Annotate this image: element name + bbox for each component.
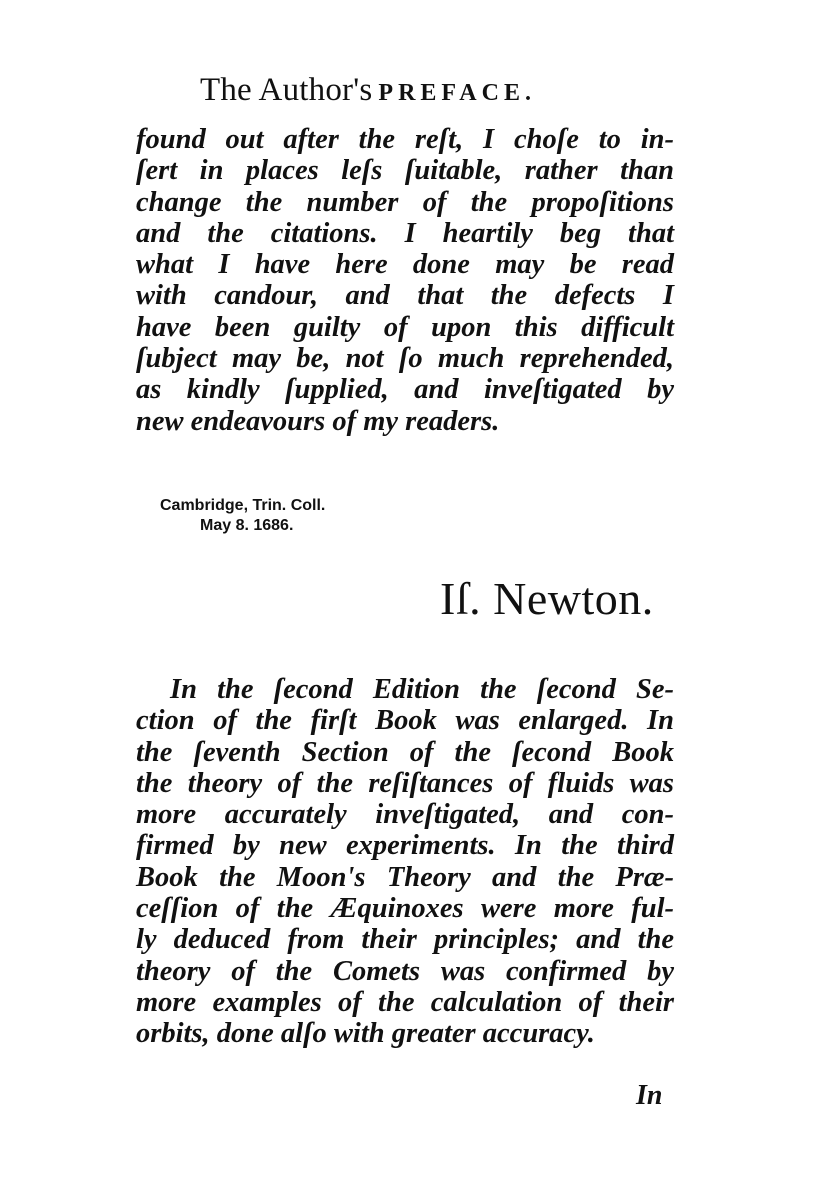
text-line: have been guilty of upon this difficult xyxy=(136,311,674,343)
text-line: and the citations. I heartily beg that xyxy=(136,217,674,249)
text-line: more examples of the calculation of their xyxy=(136,986,674,1018)
dateline-place: Cambridge, Trin. Coll. xyxy=(160,497,326,514)
author-signature: Iſ. Newton. xyxy=(440,573,654,624)
running-head-smallcaps: PREFACE. xyxy=(378,80,536,106)
catchword: In xyxy=(636,1080,663,1111)
dateline xyxy=(160,496,325,536)
text-line: ction of the firſt Book was enlarged. In xyxy=(136,705,674,737)
text-line: found out after the reſt, I choſe to in- xyxy=(136,124,674,155)
text-line: theory of the Comets was confirmed by xyxy=(136,955,674,987)
text-line: firmed by new experiments. In the third xyxy=(136,830,674,862)
text-line: the ſeventh Section of the ſecond Book xyxy=(136,736,674,768)
text-line: ly deduced from their principles; and the xyxy=(136,924,674,956)
running-head-title: The Author's xyxy=(200,72,373,108)
text-line: the theory of the reſiſtances of fluids was xyxy=(136,767,674,799)
text-line: ſubject may be, not ſo much reprehended, xyxy=(136,343,674,375)
preface-paragraph-1 xyxy=(136,124,674,437)
text-line: Book the Moon's Theory and the Præ- xyxy=(136,861,674,893)
running-head xyxy=(200,72,536,109)
text-line: new endeavours of my readers. xyxy=(136,405,500,437)
text-line: ſert in places leſs ſuitable, rather than xyxy=(136,155,674,187)
text-line: as kindly ſupplied, and inveſtigated by xyxy=(136,374,674,406)
text-line: more accurately inveſtigated, and con- xyxy=(136,799,674,831)
text-line: change the number of the propoſitions xyxy=(136,186,674,218)
text-line: orbits, done alſo with greater accuracy. xyxy=(136,1018,595,1050)
text-line: with candour, and that the defects I xyxy=(136,280,674,312)
preface-paragraph-2 xyxy=(136,674,674,1050)
dateline-date: May 8. 1686. xyxy=(200,517,294,534)
text-line: In the ſecond Edition the ſecond Se- xyxy=(170,674,674,705)
text-line: what I have here done may be read xyxy=(136,249,674,281)
text-line: ceſſion of the Æquinoxes were more ful- xyxy=(136,893,674,925)
